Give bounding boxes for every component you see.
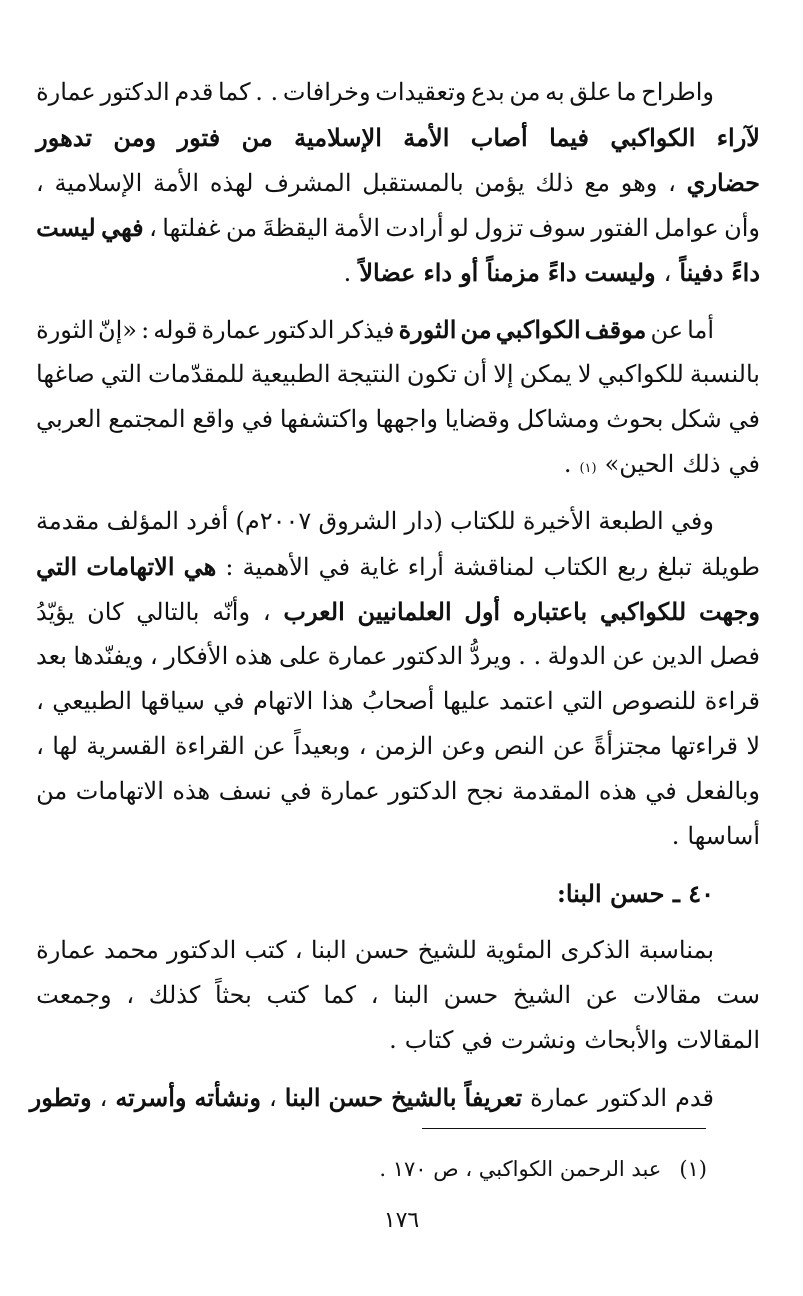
word: الأفكار [164,642,229,670]
word: قوله [153,316,198,344]
word: ربع [617,553,649,581]
paragraph [29,1075,760,1120]
word: عمارة [36,936,96,964]
text-line [36,70,760,115]
word: . [389,1026,397,1054]
word: مقالات [633,981,702,1009]
text-line [36,589,760,634]
word: الطبيعية [250,360,331,388]
footnote [379,1150,707,1188]
word: من [225,214,258,242]
word: وجمعت [36,981,112,1009]
paragraph [36,928,760,1063]
word: المؤلف [106,507,179,535]
text-line [36,1018,760,1063]
word: لا [577,360,592,388]
word: وعن [441,732,486,760]
word: البنا [393,981,429,1009]
word: كتب [244,936,287,964]
word: الزمن [374,732,434,760]
word: باعتباره [512,597,588,626]
word: لهذه [209,169,254,197]
word: اعتمد [499,687,554,715]
word: اليقظةَ [262,214,329,242]
word: تعريفاً [464,1083,523,1112]
word: لآراء [716,123,760,152]
word: علق [569,78,612,106]
word: الدكتور [265,316,335,344]
word: المئوية [485,936,553,964]
word: في [280,777,312,805]
text-line [36,814,760,859]
word: طويلة [701,553,760,581]
word: قدم [675,1084,714,1112]
word: للشيخ [417,936,477,964]
paragraph-gap [36,1063,760,1075]
word: في [241,405,274,433]
word: عوامل [654,214,719,242]
word: فيذكر [338,316,395,344]
word: والأبحاث [584,1026,669,1054]
section-heading-block [36,871,760,916]
word: في [728,450,760,478]
footnote-separator [422,1128,706,1129]
text-line [36,544,760,589]
word: عليها [442,687,491,715]
word: ، [36,687,44,715]
word: كان [87,598,124,626]
word: به [545,78,565,106]
text-line [36,250,760,295]
word: ، [668,169,676,197]
word: العرب [283,597,345,626]
word: فتور [177,123,221,152]
word: عمارة [320,777,380,805]
text-line [36,499,760,544]
word: ست [716,981,760,1009]
word: الشروق [318,507,398,535]
word: حسن [354,936,410,964]
word: العربي [36,405,102,433]
text-line [36,724,760,769]
footnote-number: (١) [679,1157,707,1181]
word: ومن [113,123,157,152]
word: هذه [172,777,211,805]
word: للنصوص [611,687,697,715]
word: الإسلامية [54,169,143,197]
word: ما [616,78,637,106]
word: وأن [724,214,760,242]
word: وأنّه [212,598,251,626]
word: وخرافات [282,78,371,106]
word: على [279,642,322,670]
word: المقالات [676,1026,760,1054]
footnote-text: عبد الرحمن الكواكبي ، ص ١٧٠ . [379,1157,662,1181]
text-line [36,115,760,160]
text-line [36,397,760,442]
word: سوف [528,214,587,242]
word: النتيجة [336,360,401,388]
word: الدولة [547,642,606,670]
word: وبالفعل [685,777,760,805]
word: أن [462,360,488,388]
word: تبلغ [657,553,692,581]
text-line [36,307,760,352]
word: . [671,822,680,850]
word: ويفنّدها [73,642,144,670]
word: أصاب [470,123,528,152]
word: البنا [310,936,347,964]
word: شكل [670,405,722,433]
word: العلمانيين [357,597,452,626]
word: القسرية [86,732,167,760]
word: كما [323,981,357,1009]
word: الأخيرة [522,507,592,535]
word: بحثاً [215,981,252,1009]
word: عن [585,981,619,1009]
word: ، [149,214,157,242]
text-line [36,352,760,397]
word: : [225,553,234,581]
word: وبعيداً [294,732,351,760]
word: وتعقيدات [375,78,467,106]
word: في [318,553,351,581]
word: وقضايا [444,405,510,433]
word: ذلك [682,450,721,478]
word: الدكتور [393,642,464,670]
word: بعد [36,642,67,670]
word: الثورة [398,315,457,344]
word: مقدمة [36,507,100,535]
word: لا [746,732,760,760]
word: التي [562,687,604,715]
word: عضالاً [359,258,416,287]
word: ، [262,598,271,626]
word: يؤمن [474,169,525,197]
word: «إنّ [98,316,137,344]
word: الدكتور [100,78,170,106]
word: أراء [407,553,444,581]
word: تزول [474,214,524,242]
word: هي [183,552,217,581]
word: التي [100,360,142,388]
word: ليست [36,213,96,242]
word: واقع [192,405,235,433]
word: الأمة [153,169,200,197]
word: قدم [174,78,214,106]
word: بالشيخ [391,1083,457,1112]
word: إلا [493,360,514,388]
word: لمناقشة [453,553,535,581]
word: بالنسبة [689,360,760,388]
text-line [36,973,760,1018]
paragraph [36,70,760,295]
word: وهو [620,169,658,197]
word: الأمة [403,123,450,152]
text-line [29,1075,760,1120]
word: داءً [547,258,577,287]
word: ، [126,981,135,1009]
word: في [645,777,677,805]
word: حسن [328,1083,384,1112]
word: ، [150,642,158,670]
word: مجتزأةً [593,732,662,760]
word: حضاري [686,168,760,197]
word: الاتهامات [86,552,175,581]
word: ٢٠٠٧م) [235,507,312,535]
paragraph [36,307,760,487]
word: تدهور [36,123,93,152]
word: لو [449,214,469,242]
word: ، [663,259,672,287]
word: قراءتها [670,732,738,760]
word: أساسها [687,822,760,850]
word: أرادت [385,214,444,242]
word: كما [217,78,251,106]
word: داء [423,258,453,287]
word: يؤيّدُ [36,598,75,626]
word: غفلتها [162,214,221,242]
word: الكواكبي [610,123,696,152]
word: المشرف [264,169,352,197]
word: للكواكبي [599,597,687,626]
word: لها [52,732,78,760]
word: الفتور [591,214,649,242]
word: الثورة [36,316,94,344]
word: ونشرت [500,1026,577,1054]
word: عن [650,316,684,344]
word: أول [464,597,501,626]
word: نجح [465,777,504,805]
word: من [509,78,541,106]
word: يمكن [519,360,572,388]
word: الطبعة [598,507,664,535]
word: هذا [321,687,354,715]
text-line [36,634,760,679]
word: وتطور [29,1083,92,1112]
word: في [461,1026,493,1054]
word: بحوث [606,405,664,433]
text-line [36,679,760,724]
text-line [36,769,760,814]
word: التي [36,552,78,581]
word: . . [518,642,542,670]
word: القراءة [174,732,245,760]
word: الإسلامية [294,123,382,152]
word: . [563,450,572,478]
word: وجهت [698,597,760,626]
page-body [29,70,760,1120]
word: قراءة [704,687,760,715]
word: للمقدّمات [148,360,245,388]
word: الدكتور [167,936,237,964]
word: ، [36,732,44,760]
paragraph-gap [36,859,760,871]
word: للكتاب [450,507,516,535]
paragraph-gap [36,916,760,928]
word: عن [612,642,646,670]
word: ، [294,936,303,964]
word: للكواكبي [597,360,684,388]
word: . . [255,78,279,106]
word: من [36,777,68,805]
word: ونشأته [194,1083,262,1112]
word: النص [493,732,545,760]
word: الدكتور [388,777,458,805]
word: الذكرى [560,936,631,964]
word: بالمستقبل [362,169,464,197]
word: دفيناً [679,258,724,287]
word: هذه [598,777,637,805]
text-line [36,160,760,205]
word: كذلك [148,981,201,1009]
word: عمارة [530,1084,590,1112]
word: وليست [584,258,656,287]
word: الكواكبي [495,315,581,344]
paragraph-gap [36,487,760,499]
word: مزمناً [486,258,540,287]
word: هذه [234,642,273,670]
word: الشيخ [512,981,572,1009]
word: محمد [104,936,159,964]
word: عمارة [36,78,96,106]
word: تكون [406,360,457,388]
word: عن [253,732,286,760]
word: أصحابُ [361,687,435,715]
word: الاتهامات [75,777,164,805]
text-line [36,928,760,973]
word: البنا [284,1083,321,1112]
page-number: ١٧٦ [383,1208,420,1233]
word: الكتاب [543,553,609,581]
word: وفي [670,507,714,535]
word: . [343,259,352,287]
word: حسن [443,981,499,1009]
word: ويردُّ [469,642,512,670]
word: أما [687,316,714,344]
word: الأمة [333,214,380,242]
word: الحين» [604,450,675,478]
word: ، [36,169,44,197]
word: واجهها [375,405,438,433]
word: عمارة [201,316,262,344]
word: عن [552,732,586,760]
word: فيما [549,123,589,152]
word: نسف [218,777,272,805]
word: الاتهام [253,687,314,715]
word: الطبيعي [52,687,132,715]
word: غاية [359,553,399,581]
word: ، [358,732,367,760]
paragraph [36,499,760,859]
word: بدع [471,78,505,106]
word: واكتشفها [279,405,369,433]
paragraph-gap [36,295,760,307]
text-line [36,205,760,250]
word: فصل [709,642,760,670]
word: ومشاكل [516,405,600,433]
word: الأهمية [242,553,310,581]
word: (دار [404,507,443,535]
word: ، [99,1084,108,1112]
word: أو [460,258,479,287]
word: من [460,315,492,344]
word: المجتمع [108,405,186,433]
word: في [728,405,760,433]
word: ، [370,981,379,1009]
word: بمناسبة [638,936,714,964]
word: موقف [584,315,647,344]
word: : [141,316,150,344]
section-heading: ٤٠ ـ حسن البنا: [556,879,714,908]
word: مع [584,169,610,197]
word: ، [269,1084,277,1112]
word: داءً [731,258,760,287]
word: صاغها [36,360,95,388]
word: من [241,123,273,152]
word: بالتالي [136,598,200,626]
word: المقدمة [512,777,591,805]
word: عمارة [327,642,388,670]
word: كتب [266,981,309,1009]
word: الدكتور [597,1084,668,1112]
word: سياقها [140,687,205,715]
word: في [213,687,245,715]
word: ذلك [535,169,574,197]
word: فهي [101,213,144,242]
word: أفرد [186,507,229,535]
word: كتاب [404,1026,454,1054]
word: وأسرته [115,1083,187,1112]
text-line: في ذلك الحين» (١) . [36,442,760,487]
word: واطراح [641,78,714,106]
word: الدين [651,642,704,670]
